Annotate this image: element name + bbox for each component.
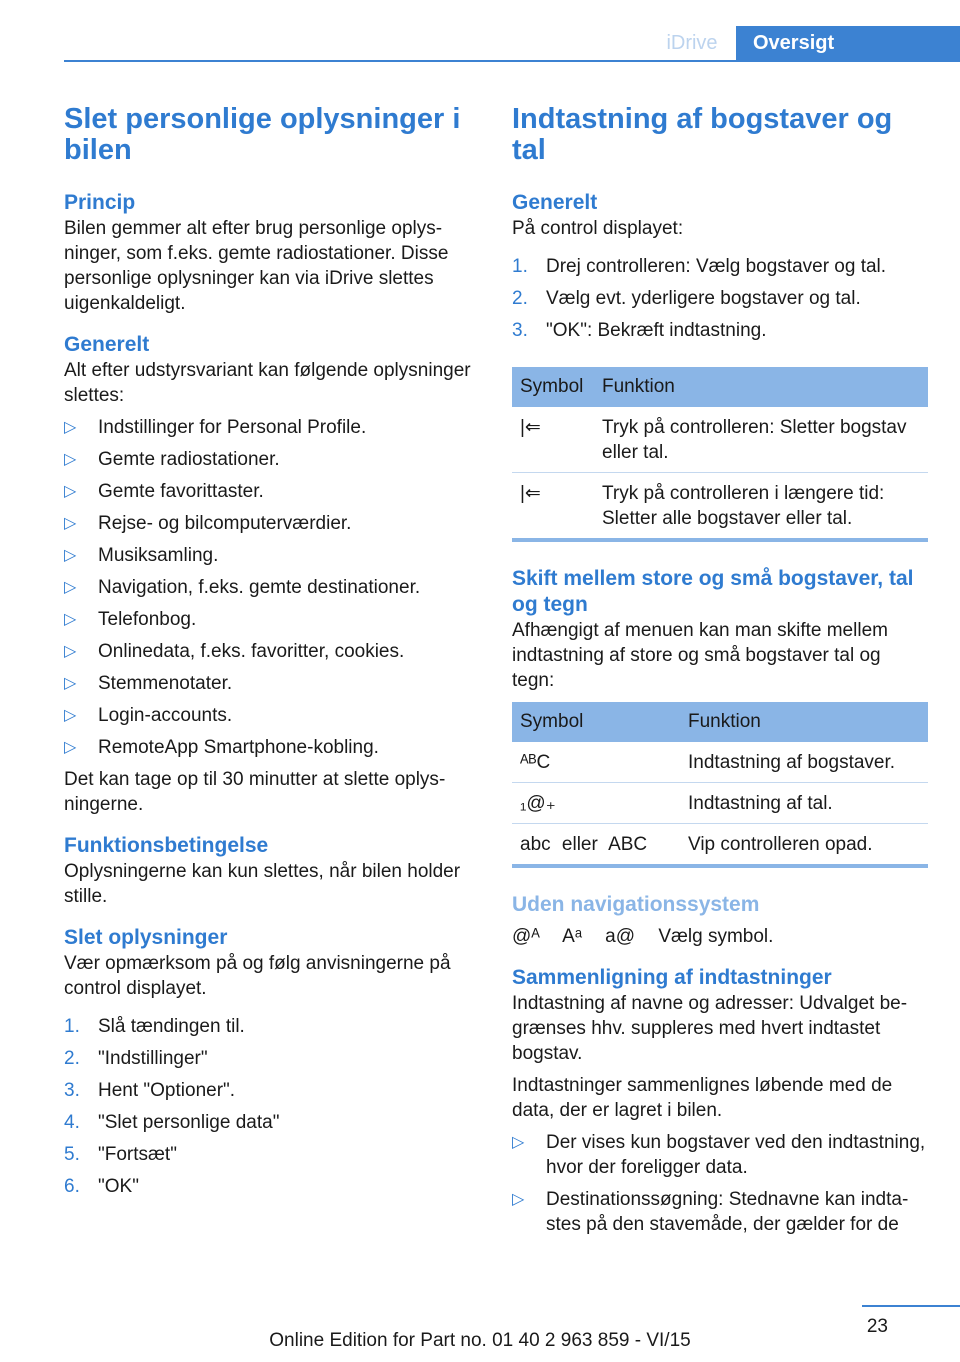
step-item: 1. Drej controlleren: Vælg bogstaver og tal. [512, 256, 887, 277]
triangle-bullet-icon: ▷ [512, 1191, 525, 1208]
slet-heading: Slet oplysninger [64, 926, 228, 949]
case-symbol-table [512, 702, 928, 868]
list-item: ▷ Rejse- og bilcomputerværdier. [64, 513, 352, 534]
or-label: eller [561, 834, 598, 855]
numbers-mode-icon: ₁@₊ [512, 783, 680, 824]
triangle-bullet-icon: ▷ [64, 547, 77, 564]
funktionsbetingelse-heading: Funktionsbetingelse [64, 834, 269, 857]
list-item: ▷ Indstillinger for Personal Profile. [64, 417, 367, 438]
step-item: 5. "Fortsæt" [64, 1144, 177, 1165]
list-item: ▷ Der vises kun bogstaver ved den indtastning, hvor der foreligger data. [512, 1132, 926, 1178]
table-header-funktion: Funktion [594, 367, 928, 407]
triangle-bullet-icon: ▷ [64, 707, 77, 724]
page-header [0, 0, 960, 62]
right-generelt-heading: Generelt [512, 191, 598, 214]
table-row [512, 473, 928, 541]
step-item: 2. Vælg evt. yderligere bogstaver og tal. [512, 288, 861, 309]
sammen-p2: Indtastninger sammenlignes løbende med de data, der er lagret i bilen. [512, 1075, 893, 1121]
list-item: ▷ Navigation, f.eks. gemte destinationer. [64, 577, 421, 598]
triangle-bullet-icon: ▷ [64, 643, 77, 660]
table-cell-funktion: Tryk på controlleren: Sletter bogstav eller tal. [594, 407, 928, 473]
list-item: ▷ Telefonbog. [64, 609, 197, 630]
right-column [512, 100, 928, 1244]
funktionsbetingelse-text: Oplysningerne kan kun slettes, når bilen holder stille. [64, 861, 461, 907]
triangle-bullet-icon: ▷ [64, 611, 77, 628]
triangle-bullet-icon: ▷ [512, 1134, 525, 1151]
page-number: 23 [866, 1316, 888, 1337]
footer-edition: Online Edition for Part no. 01 40 2 963 859 - VI/15 [269, 1330, 691, 1351]
lowercase-abc-icon: abc [520, 834, 551, 855]
slet-intro: Vær opmærksom på og følg anvisningerne på control displayet. [64, 953, 451, 999]
generelt-outro: Det kan tage op til 30 minutter at slette oplysningerne. [64, 769, 446, 815]
uppercase-abc-icon: ABC [608, 834, 648, 855]
skift-heading: Skift mellem store og små bogstaver, tal og tegn [512, 567, 914, 616]
triangle-bullet-icon: ▷ [64, 451, 77, 468]
delete-symbol-table [512, 367, 928, 542]
table-cell-funktion: Vip controlleren opad. [680, 824, 928, 867]
list-item: ▷ Gemte radiostationer. [64, 449, 280, 470]
skift-text: Afhængigt af menuen kan man skifte mellem indtastning af store og små bogstaver tal og tegn: [512, 620, 888, 691]
table-header-funktion: Funktion [680, 702, 928, 742]
list-item: ▷ Destinationssøgning: Stednavne kan indtastes på den stavemåde, der gælder for de [512, 1189, 909, 1235]
step-item: 6. "OK" [64, 1176, 139, 1197]
sammen-list [512, 1130, 928, 1237]
table-header-symbol: Symbol [512, 702, 680, 742]
sammen-p1: Indtastning af navne og adresser: Udvalget begrænses hhv. suppleres med hvert indtastet bogstav. [512, 993, 908, 1064]
table-row [512, 824, 928, 867]
sammen-heading: Sammenligning af indtastninger [512, 966, 832, 989]
deletable-data-list [64, 415, 482, 760]
letter-at-icon: a@ [605, 926, 636, 947]
table-cell-funktion: Indtastning af tal. [680, 783, 928, 824]
triangle-bullet-icon: ▷ [64, 579, 77, 596]
table-header-symbol: Symbol [512, 367, 594, 407]
list-item: ▷ Login-accounts. [64, 705, 233, 726]
triangle-bullet-icon: ▷ [64, 483, 77, 500]
right-generelt-steps [512, 254, 928, 343]
step-item: 3. "OK": Bekræft indtastning. [512, 320, 767, 341]
table-cell-funktion: Tryk på controlleren i længere tid: Sletter alle bogstaver eller tal. [594, 473, 928, 541]
backspace-icon: |⇐ [512, 473, 594, 541]
generelt-intro: Alt efter udstyrsvariant kan følgende oplysninger slettes: [64, 360, 471, 406]
list-item: ▷ Gemte favorittaster. [64, 481, 264, 502]
slet-steps [64, 1014, 482, 1199]
step-item: 1. Slå tændingen til. [64, 1016, 245, 1037]
table-row [512, 742, 928, 783]
list-item: ▷ RemoteApp Smartphone-kobling. [64, 737, 379, 758]
list-item: ▷ Onlinedata, f.eks. favoritter, cookies. [64, 641, 405, 662]
triangle-bullet-icon: ▷ [64, 739, 77, 756]
header-tab-oversigt: Oversigt [736, 26, 960, 60]
generelt-heading: Generelt [64, 333, 150, 356]
right-title: Indtastning af bogstaver og tal [512, 103, 893, 166]
step-item: 2. "Indstillinger" [64, 1048, 208, 1069]
at-letter-icon: @ᴬ [512, 926, 540, 947]
triangle-bullet-icon: ▷ [64, 515, 77, 532]
list-item: ▷ Stemmenotater. [64, 673, 233, 694]
triangle-bullet-icon: ▷ [64, 419, 77, 436]
uden-symbols-row [512, 924, 928, 949]
footer-divider [862, 1305, 960, 1307]
triangle-bullet-icon: ▷ [64, 675, 77, 692]
princip-heading: Princip [64, 191, 136, 214]
right-generelt-intro: På control displayet: [512, 218, 684, 239]
uden-heading: Uden navigationssystem [512, 893, 760, 916]
header-divider [64, 60, 960, 62]
letters-mode-icon: ᴬᴮC [512, 742, 680, 783]
uden-text: Vælg symbol. [658, 926, 774, 947]
header-tab-idrive: iDrive [666, 32, 718, 54]
table-cell-funktion: Indtastning af bogstaver. [680, 742, 928, 783]
left-column [64, 100, 482, 1206]
case-letter-icon: Aᵃ [562, 926, 582, 947]
step-item: 3. Hent "Optioner". [64, 1080, 236, 1101]
table-row [512, 783, 928, 824]
list-item: ▷ Musiksamling. [64, 545, 219, 566]
princip-text: Bilen gemmer alt efter brug personlige oplysninger, som f.eks. gemte radiostationer. Disse personlige oplysninger kan via iDrive slettes uigenkaldeligt. [64, 218, 449, 314]
step-item: 4. "Slet personlige data" [64, 1112, 280, 1133]
left-title: Slet personlige oplysninger i bilen [64, 103, 461, 166]
table-row [512, 407, 928, 473]
case-toggle-cell [512, 824, 680, 867]
backspace-icon: |⇐ [512, 407, 594, 473]
